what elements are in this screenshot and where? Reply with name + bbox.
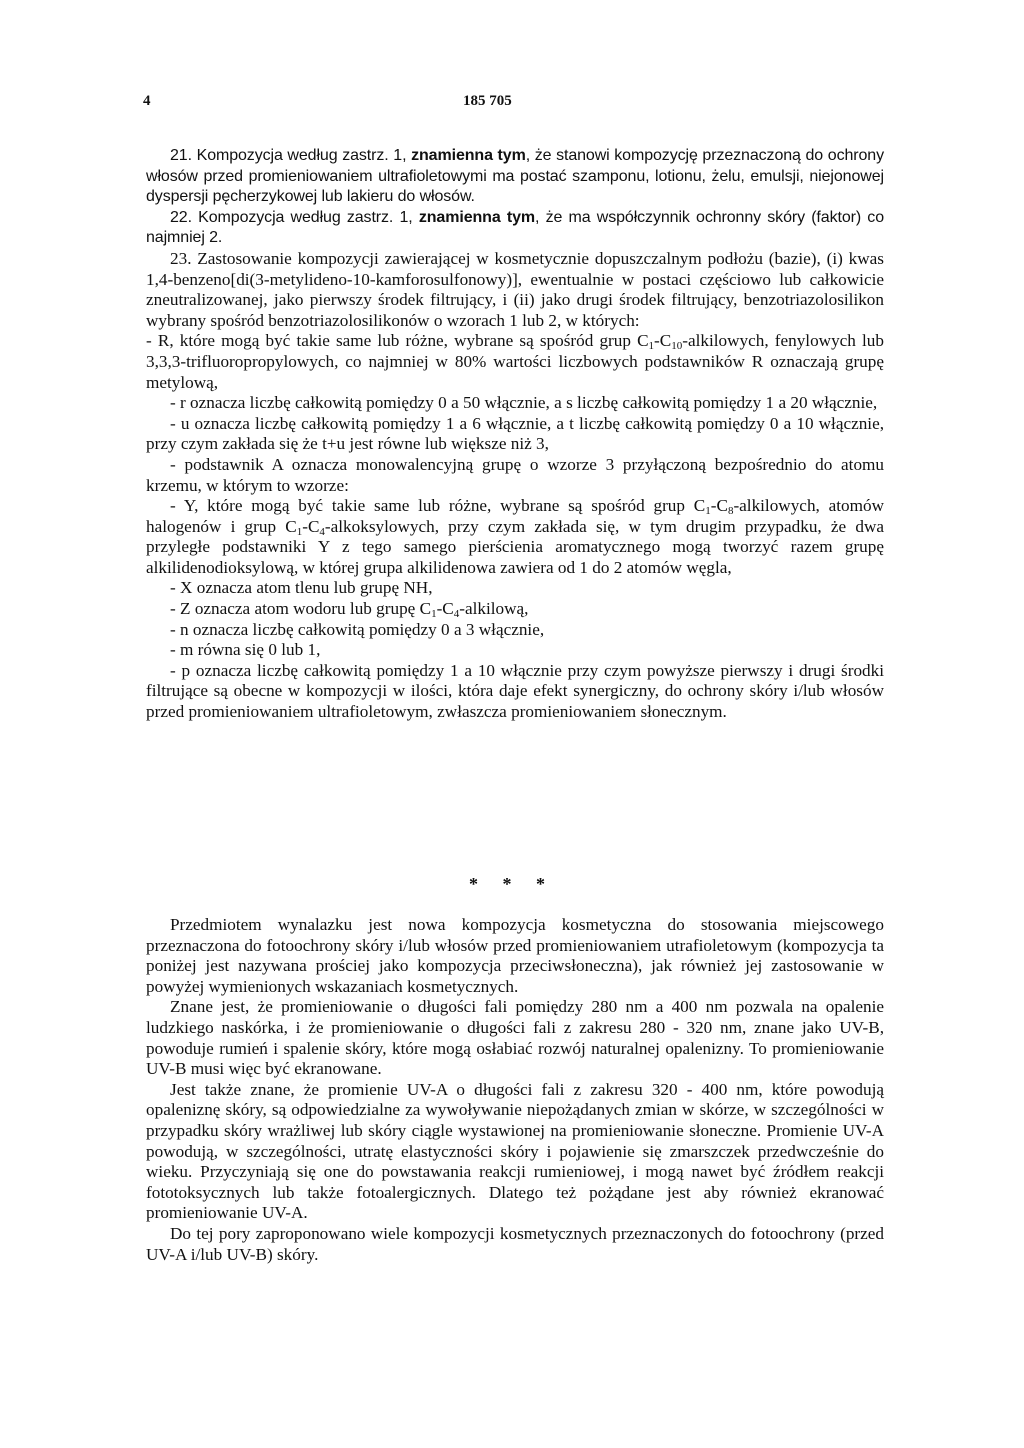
claim-23: 23. Zastosowanie kompozycji zawierającej w kosmetycznie dopuszczalnym podłożu (bazie), (i) kwas 1,4-benzeno[di(3-metylideno-10-kamforosulfonowy)], ewentualnie w postaci częściowo lub całkowicie zneutralizowanej, jako pierwszy środek filtrujący, i (ii) jako drugi środek filtrujący, benzotriazolosilikon wybrany spośród benzotriazolosilikonów o wzorach 1 lub 2, w których:: [146, 248, 884, 330]
description-paragraph-2: Znane jest, że promieniowanie o długości fali pomiędzy 280 nm a 400 nm pozwala na opalenie ludzkiego naskórka, i że promieniowanie o długości fali z zakresu 280 - 320 nm, znane jako UV-B, powoduje rumień i spalenie skóry, które mogą osłabiać rozwój naturalnej opalenizny. To promieniowanie UV-B musi więc być ekranowane.: [146, 997, 884, 1079]
description-paragraph-1: Przedmiotem wynalazku jest nowa kompozycja kosmetyczna do stosowania miejscowego przeznaczona do fotoochrony skóry i/lub włosów przed promieniowaniem utrafioletowym (kompozycja ta poniżej jest nazywana prościej jako kompozycja przeciwsłoneczna), jak również jej zastosowanie w powyżej wymienionych wskazaniach kosmetycznych.: [146, 915, 884, 996]
claim-23-item-x: - X oznacza atom tlenu lub grupę NH,: [170, 578, 433, 598]
description-paragraph-3: Jest także znane, że promienie UV-A o długości fali z zakresu 320 - 400 nm, które powodują opaleniznę skóry, są odpowiedzialne za wywoływanie niepożądanych zmian w skórze, w szczególności w przypadku skóry wrażliwej lub skóry ciągle wystawionej na promieniowanie słoneczne. Promienie UV-A powodują, w szczególności, utratę elastyczności skóry i pojawienie się zmarszczek przedwcześnie do wieku. Przyczyniają się one do powstawania reakcji rumieniowej, i mogą nawet być źródłem reakcji fototoksycznych lub także fotoalergicznych. Dlatego też pożądane jest aby również ekranować promieniowanie UV-A.: [146, 1079, 884, 1223]
claim-22: 22. Kompozycja według zastrz. 1, znamienna tym, że ma współczynnik ochronny skóry (faktor) co najmniej 2.: [146, 208, 884, 247]
claim-23-item-z: - Z oznacza atom wodoru lub grupę $C_1-C_4$-alkilową,: [170, 599, 529, 621]
page-number: 4: [143, 93, 151, 109]
claim-21: 21. Kompozycja według zastrz. 1, znamienna tym, że stanowi kompozycję przeznaczoną do ochrony włosów przed promieniowaniem ultrafioletowymi ma postać szamponu, lotionu, żelu, emulsji, niejonowej dyspersji pęcherzykowej lub lakieru do włosów.: [146, 147, 884, 206]
claim-23-item-r: - R, które mogą być takie same lub różne, wybrane są spośród grup $C_1-C_{10}$-alkilowych, fenylowych lub 3,3,3-trifluoropropylowych, co najmniej w 80% wartości liczbowych podstawników R oznaczają grupę metylową,: [146, 331, 884, 392]
claim-23-item-y: - Y, które mogą być takie same lub różne, wybrane są spośród grup $C_1-C_8$-alkilowych, atomów halogenów i grup $C_1-C_4$-alkoksylowych, przy czym zakłada się, w tym drugim przypadku, że dwa przyległe podstawniki Y z tego samego pierścienia aromatycznego mogą tworzyć razem grupę alkilidenodioksylową, w której grupa alkilidenowa zawiera od 1 do 2 atomów węgla,: [146, 496, 884, 577]
claim-23-item-m: - m równa się 0 lub 1,: [170, 640, 321, 660]
description-section: [146, 915, 884, 1265]
claim-23-item-r-s: - r oznacza liczbę całkowitą pomiędzy 0 a 50 włącznie, a s liczbę całkowitą pomiędzy 1 a 20 włącznie,: [170, 393, 878, 413]
claim-23-item-p: - p oznacza liczbę całkowitą pomiędzy 1 a 10 włącznie przy czym powyższe pierwszy i drugi środki filtrujące są obecne w kompozycji w ilości, która daje efekt synergiczny, do ochrony skóry i/lub włosów przed promieniowaniem ultrafioletowym, zwłaszcza promieniowaniem słonecznym.: [146, 660, 884, 722]
claim-23-item-a: - podstawnik A oznacza monowalencyjną grupę o wzorze 3 przyłączoną bezpośrednio do atomu krzemu, w którym to wzorze:: [146, 454, 884, 495]
description-paragraph-4: Do tej pory zaproponowano wiele kompozycji kosmetycznych przeznaczonych do fotoochrony (przed UV-A i/lub UV-B) skóry.: [146, 1223, 884, 1264]
patent-number: 185 705: [463, 93, 512, 109]
claim-22-emphasis: znamienna tym: [418, 208, 536, 226]
claim-21-emphasis: znamienna tym: [411, 147, 526, 164]
page-header: [143, 93, 883, 117]
claims-section: [146, 146, 884, 723]
claim-23-item-n: - n oznacza liczbę całkowitą pomiędzy 0 a 3 włącznie,: [170, 619, 545, 639]
section-separator: * * *: [469, 874, 555, 894]
claim-23-item-u-t: - u oznacza liczbę całkowitą pomiędzy 1 a 6 włącznie, a t liczbę całkowitą pomiędzy 0 a 10 włącznie, przy czym zakłada się że t+u jest równe lub większe niż 3,: [146, 413, 884, 454]
